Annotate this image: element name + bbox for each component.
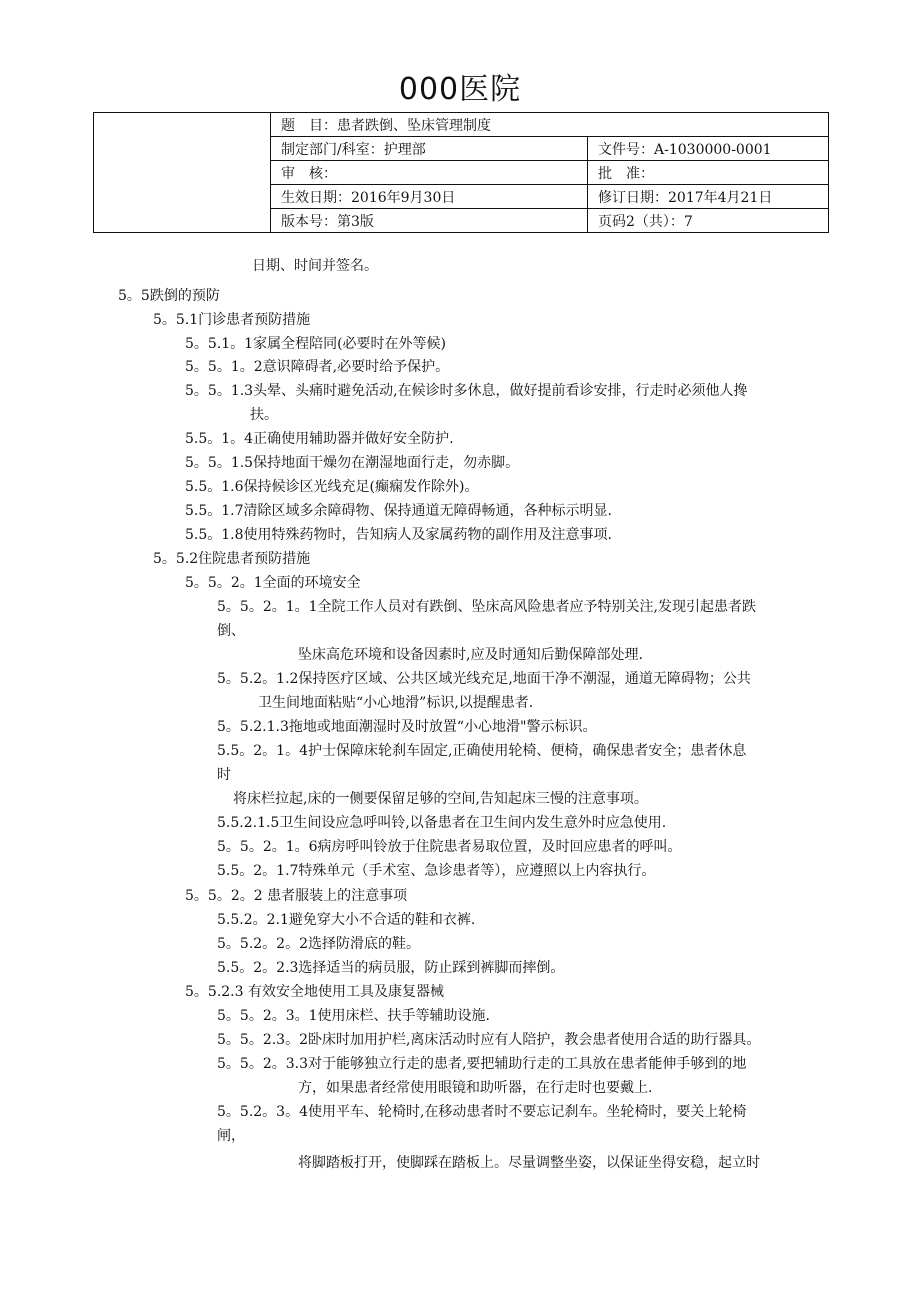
body-line-continued: 闸， bbox=[217, 1128, 245, 1144]
title-label: 题 目： bbox=[281, 117, 337, 134]
body-line: 5。5。1。2意识障碍者,必要时给予保护。 bbox=[185, 359, 450, 375]
body-line: 5.5。2。1。4护士保障床轮刹车固定,正确使用轮椅、便椅，确保患者安全；患者休息 bbox=[217, 743, 747, 759]
header-page-cell bbox=[588, 209, 829, 233]
header-effective-cell bbox=[271, 185, 588, 209]
body-line: 5。5.2.3 有效安全地使用工具及康复器械 bbox=[185, 984, 444, 1000]
revised-value: 2017年4月21日 bbox=[668, 189, 773, 206]
subsection-heading: 5。5.1门诊患者预防措施 bbox=[153, 312, 311, 328]
body-line: 5。5。2。3.3对于能够独立行走的患者,要把辅助行走的工具放在患者能伸手够到的地 bbox=[217, 1056, 747, 1072]
body-line-continued: 扶。 bbox=[250, 407, 278, 423]
body-line: 5。5.1。1家属全程陪同(必要时在外等候) bbox=[185, 336, 447, 352]
header-revised-cell bbox=[588, 185, 829, 209]
body-line: 5.5。1.8使用特殊药物时，告知病人及家属药物的副作用及注意事项. bbox=[185, 527, 612, 543]
revised-label: 修订日期： bbox=[598, 189, 668, 206]
header-file-no-cell bbox=[588, 137, 829, 161]
page-value: 2（共）：7 bbox=[626, 213, 693, 230]
body-line: 5.5。1.7清除区域多余障碍物、保持通道无障碍畅通，各种标示明显. bbox=[185, 503, 612, 519]
body-line: 5.5。1.6保持候诊区光线充足(癫痫发作除外)。 bbox=[185, 479, 479, 495]
body-line-continued: 将床栏拉起,床的一侧要保留足够的空间,告知起床三慢的注意事项。 bbox=[233, 791, 648, 807]
body-line-continued: 将脚踏板打开，使脚踩在踏板上。尽量调整坐姿，以保证坐得安稳，起立时 bbox=[298, 1155, 760, 1171]
file-no-value: A-1030000-0001 bbox=[654, 141, 772, 158]
file-no-label: 文件号： bbox=[598, 141, 654, 158]
body-line: 5。5.2.1.3拖地或地面潮湿时及时放置“小心地滑"警示标识。 bbox=[217, 719, 597, 735]
body-line: 5。5.2。2。2选择防滑底的鞋。 bbox=[217, 936, 420, 952]
body-line: 5。5。2。1全面的环境安全 bbox=[185, 575, 361, 591]
subsection-heading: 5。5.2住院患者预防措施 bbox=[153, 551, 311, 567]
body-line: 5.5。1。4正确使用辅助器并做好安全防护. bbox=[185, 431, 454, 447]
body-line: 5。5。1.5保持地面干燥勿在潮湿地面行走，勿赤脚。 bbox=[185, 455, 520, 471]
body-line: 5。5.2。3。4使用平车、轮椅时,在移动患者时不要忘记刹车。坐轮椅时，要关上轮椅 bbox=[217, 1104, 747, 1120]
hospital-title: 000医院 bbox=[398, 72, 522, 107]
body-line: 5。5。2.3。2卧床时加用护栏,离床活动时应有人陪护，教会患者使用合适的助行器具。 bbox=[217, 1032, 761, 1048]
page-label: 页码 bbox=[598, 213, 626, 230]
body-line: 5。5.2。1.2保持医疗区域、公共区域光线充足,地面干净不潮湿，通道无障碍物；公共 bbox=[217, 671, 751, 687]
title-value: 患者跌倒、坠床管理制度 bbox=[337, 117, 491, 134]
version-label: 版本号： bbox=[281, 213, 337, 230]
body-line: 5.5。2。2.3选择适当的病员服，防止踩到裤脚而摔倒。 bbox=[217, 960, 565, 976]
body-line-continued: 坠床高危环境和设备因素时,应及时通知后勤保障部处理. bbox=[298, 647, 643, 663]
header-version-cell bbox=[271, 209, 588, 233]
body-line: 5。5。2。1。1全院工作人员对有跌倒、坠床高风险患者应予特别关注,发现引起患者跌 bbox=[217, 599, 756, 615]
body-line: 日期、时间并签名。 bbox=[252, 258, 378, 274]
body-line-continued: 时 bbox=[217, 767, 231, 783]
approve-label: 批 准： bbox=[598, 165, 654, 182]
body-line: 5.5。2。1.7特殊单元（手术室、急诊患者等），应遵照以上内容执行。 bbox=[217, 863, 656, 879]
body-line-continued: 卫生间地面粘贴“小心地滑”标识,以提醒患者. bbox=[258, 695, 534, 711]
review-label: 审 核： bbox=[281, 165, 337, 182]
version-value: 第3版 bbox=[337, 213, 374, 230]
effective-label: 生效日期： bbox=[281, 189, 351, 206]
body-line: 5。5。1.3头晕、头痛时避免活动,在候诊时多休息，做好提前看诊安排，行走时必须他人搀 bbox=[185, 383, 748, 399]
body-line: 5.5.2.1.5卫生间设应急呼叫铃,以备患者在卫生间内发生意外时应急使用. bbox=[217, 815, 667, 831]
body-line: 5。5。2。1。6病房呼叫铃放于住院患者易取位置，及时回应患者的呼叫。 bbox=[217, 839, 682, 855]
header-dept-cell bbox=[271, 137, 588, 161]
dept-value: 护理部 bbox=[383, 141, 426, 158]
dept-label: 制定部门/科室： bbox=[281, 141, 384, 158]
header-review-cell bbox=[271, 161, 588, 185]
body-line: 5.5.2。2.1避免穿大小不合适的鞋和衣裤. bbox=[217, 912, 476, 928]
document-header-table bbox=[93, 112, 829, 233]
header-title-cell bbox=[271, 113, 829, 137]
body-line-continued: 方，如果患者经常使用眼镜和助听器，在行走时也要戴上. bbox=[298, 1080, 653, 1096]
body-line: 5。5。2。3。1使用床栏、扶手等辅助设施. bbox=[217, 1008, 490, 1024]
body-line: 5。5。2。2 患者服装上的注意事项 bbox=[185, 888, 408, 904]
logo-blank-cell bbox=[94, 113, 271, 233]
section-heading: 5。5跌倒的预防 bbox=[118, 288, 220, 304]
body-line-continued: 倒、 bbox=[217, 623, 245, 639]
effective-value: 2016年9月30日 bbox=[351, 189, 456, 206]
header-approve-cell bbox=[588, 161, 829, 185]
